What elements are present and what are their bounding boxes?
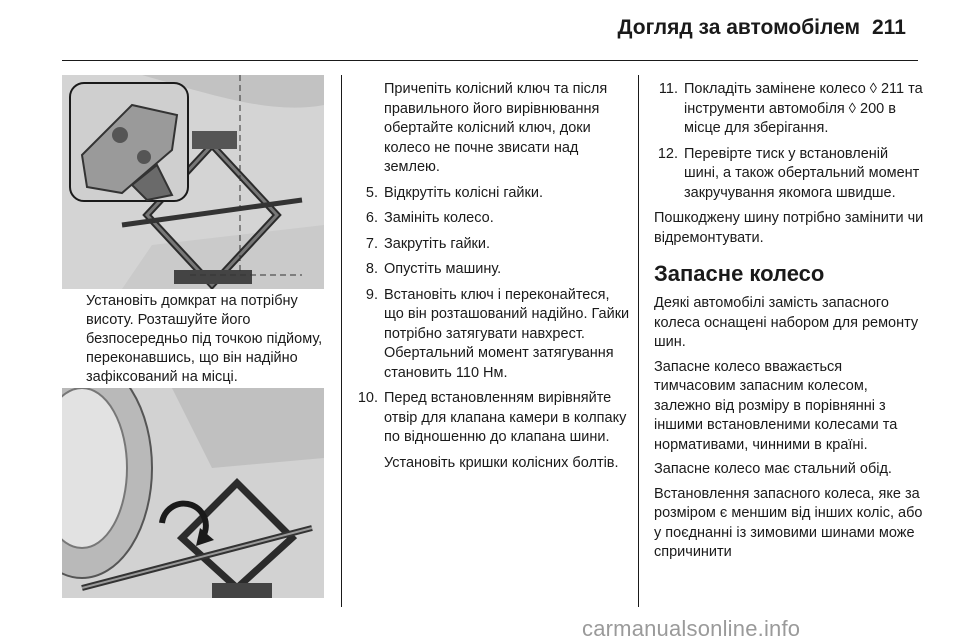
header-divider (62, 60, 918, 61)
list-item (350, 235, 630, 255)
step-number: 7. (365, 235, 378, 252)
watermark: carmanualsonline.info (582, 616, 801, 641)
page-number: 211 (872, 16, 906, 39)
step-number: 6. (365, 210, 378, 226)
damaged-tyre-note: Пошкоджену шину потрібно замінити чи відремонтувати. (654, 210, 924, 246)
column-divider-1 (341, 75, 342, 607)
step-4-continuation (350, 80, 630, 178)
header-title: Догляд за автомобілем (617, 16, 860, 39)
jack-crank-rotation-illustration (62, 388, 324, 598)
step-text: Перед встановленням вирівняйте отвір для клапана камери в колпаку по відношенню до клапана шини. (384, 390, 627, 445)
step-extra-text: Установіть кришки колісних болтів. (384, 454, 619, 471)
paragraph: Запасне колесо вважається тимчасовим запасним колесом, залежно від розміру в порівнянні з іншими встановленими колесами та нормативами, чинними в країні. (654, 358, 898, 453)
step-number: 9. (365, 286, 378, 303)
step-text: Відкрутіть колісні гайки. (384, 184, 543, 201)
step-text: Встановіть ключ і переконайтеся, що він розташований надійно. Гайки потрібно затягувати навхрест. Обертальний момент затягування становить 110 Нм. (384, 286, 630, 381)
paragraph: Встановлення запасного колеса, яке за розміром є меншим від інших коліс, або у поєднанні із зимовими шинами може спричинити (654, 485, 923, 560)
list-item (350, 389, 630, 473)
step-number: 11. (658, 81, 678, 97)
step-number: 5. (365, 184, 378, 201)
step-text: Закрутіть гайки. (384, 235, 491, 252)
step-text: Перевірте тиск у встановленій шині, а також обертальний момент закручування якомога швидше. (684, 145, 920, 201)
list-item (648, 80, 926, 139)
list-item (350, 184, 630, 204)
list-item (648, 145, 926, 204)
jack-placement-figure (62, 75, 324, 289)
section-heading: Запасне колесо (654, 261, 825, 286)
figure-caption: Установіть домкрат на потрібну висоту. Розташуйте його безпосередньо під точкою підйому, переконавшись, що він надійно зафіксований на місці. (86, 293, 323, 385)
step-text: Опустіть машину. (384, 261, 502, 277)
step-text: Замініть колесо. (384, 210, 494, 226)
column-3 (648, 80, 926, 568)
step-number: 10. (357, 390, 378, 406)
step-number: 12. (657, 145, 678, 162)
list-item (350, 286, 630, 384)
step-number: 8. (365, 261, 378, 277)
column-divider-2 (638, 75, 639, 607)
list-item (350, 260, 630, 280)
list-item (350, 209, 630, 229)
jack-crank-figure (62, 388, 324, 598)
paragraph: Запасне колесо має стальний обід. (654, 461, 892, 477)
intro-text: Причепіть колісний ключ та після правильного його вирівнювання обертайте колісний ключ, доки колесо не почне звисати над землею. (384, 81, 608, 175)
scissor-jack-under-sill-illustration (62, 75, 324, 289)
step-text: Покладіть замінене колесо ◊ 211 та інструменти автомобіля ◊ 200 в місце для зберігання. (684, 81, 923, 136)
column-2 (350, 80, 630, 479)
paragraph: Деякі автомобілі замість запасного колеса оснащені набором для ремонту шин. (654, 295, 919, 350)
